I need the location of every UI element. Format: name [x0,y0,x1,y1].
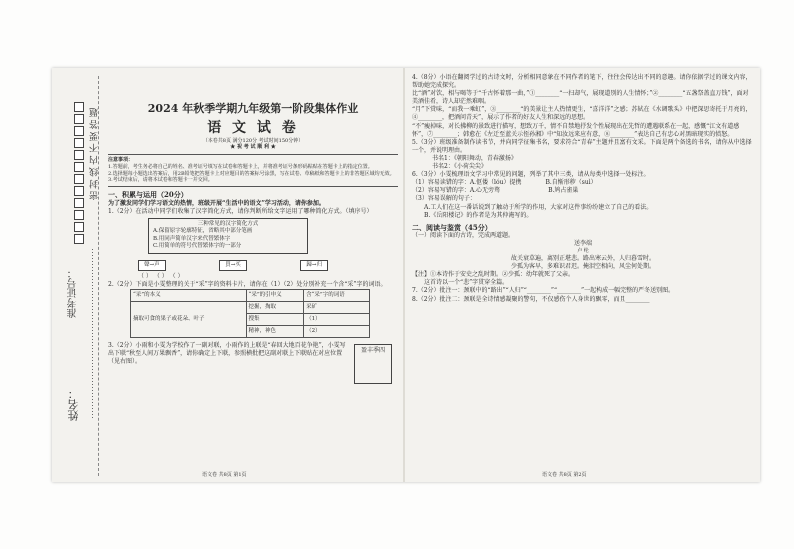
question-7: 7.（2分）批注一：颈联中的“路出”“人归”“________”“________”一起构成一幅完整的严冬送别图。 [412,287,675,295]
dotted-seal: ⋯⋯⋯⋯⋯⋯⋯⋯⋯⋯⋯⋯⋯⋯⋯⋯⋯⋯⋯ [88,248,98,419]
notice-2: 2.选择题每小题选出答案后，用2B铅笔把答题卡上对应题目的答案标号涂黑，写在试卷、草稿纸和答题卡上的非答题区域均无效。 [108,170,395,177]
cai-table [130,289,370,338]
section-1-heading: 一、积累与运用（20分） [108,190,188,200]
name-label: 姓名： [67,388,80,421]
frame-title: 三种常见的汉字简化方式 [197,220,259,227]
seat-number-label: 准考证号： [68,268,79,318]
question-8: 8.（2分）批注二：颈联是全诗情感凝聚的警句，不仅感伤个人身世的飘零，而且________ [412,295,650,303]
poem-line-1: 故关衰草遍，离别正堪悲。路出寒云外，人归暮雪时。 [510,255,655,263]
notice-title: 注意事项： [108,157,134,164]
page-1-footer: 语文卷 共8页 第1页 [202,472,247,478]
exam-subtitle: 语 文 试 卷 [207,119,299,136]
good-luck: ★ 祝 考 试 顺 利 ★ [230,144,276,151]
section-1-intro: 为了激发同学们学习语文的热情，班级开展“生活中的语文”学习活动，请你参加。 [108,199,325,207]
th-original: “采”的本义 [131,290,247,302]
poem-line-2: 少孤为客早，多难识君迟。掩泪空相向，风尘何处期。 [510,263,655,271]
notice-box [108,154,398,187]
character-gui: 歸→归 [300,260,328,271]
exam-meta: （本卷共8页 满分120分 考试时间150分钟） [202,137,304,144]
q6-option-b: B.《岳阳楼记》的作者是为其仲淹写的。 [424,211,533,219]
page-2 [412,74,754,304]
seat-number-boxes[interactable] [74,102,84,246]
extended-3: 精神，神色 [246,326,304,338]
character-sheng: 聲→声 [138,260,166,271]
extended-2: 搜集 [246,314,304,326]
original-meaning: 摘取可食的果子或花朵、叶子 [131,302,247,338]
book-name-1: 书名1：《朝阳舞动，青春激扬》 [432,154,517,162]
poem-author: 卢 纶 [577,248,589,255]
q6-row-1: （1）容易读错的字：A.伛偻（lóu）提携 B.自惭形秽（suì） [412,179,597,187]
question-3: 3.（2分）小雨和小雯为学校作了一副对联，小雨作的上联是“春回大地百花争艳”，小雯写出下联“秋至人间万果飘香”，请你确定上下联，参照横批把这副对联上下联贴在对应位置（见右图）。 [108,342,346,366]
th-extended: “采”的引申义 [246,290,304,302]
question-1: 1.（2分）在活动中同学们收集了汉字简化方式，请你判断所给文字运用了哪种简化方式。（填序号） [108,207,373,215]
frame-option-c: C.用简单的符号代替繁体字的一部分 [153,243,242,250]
character-mai: 買→买 [219,260,247,271]
character-row [138,260,328,271]
seal-dotted-line [98,76,99,476]
q6-option-a: A.工人们在这一番话说到了触动于所学的作用，大家对这件事纷纷建立了自己的看法。 [424,203,653,211]
q4-line-3: “不”瘦掉味，对长拂柳的景致进行描写，想致万千，情不自禁地抒发个性展现出在先哲的遭遇联系在一起，感慨“江文有道感怀”，⑦________；韩愈在《左迁至蓝关示侄孙湘》中“知汝远来应有意，⑧________”表达自己有忠心对黑暗现实的愤怒。 [412,122,740,138]
q6-row-3: （3）容易误解的句子： [412,195,476,203]
blank-1[interactable]: （1） [304,314,370,326]
exam-title: 2024 年秋季学期九年级第一阶段集体作业 [147,102,359,115]
poem-title: 送李端 [573,240,592,248]
q4-line-1: 比“酒”对饮，相与喝等于“千古怀着那一曲，”①________“一扫却气，展现道别的人生情怀；”②________“五盏祭盖直万钱”，面对美酒佳肴，诗人却茫然难咽。 [412,90,749,106]
page-1 [108,74,398,386]
question-2: 2.（2分）下面是小雯整理的关于“采”字的资料卡片，请你在（1）（2）处分别补充一个含“采”字的词语。 [108,281,387,289]
seal-line-text: 密 封 线 内 不 要 答 题 [90,108,100,201]
question-4: 4.（8分）小语在翻阅学过的古诗文时，分析相同意象在不同作者的笔下，往往会传达出不同的意趣。请你依据学过的课文内容，帮助她完成探究。 [412,74,752,90]
section-2-heading: 二、阅读与鉴赏（45分） [412,222,492,232]
couplet-card: 盈丰季四 [354,344,392,384]
notice-3: 3.考试结束后，请将本试卷和答题卡一并交回。 [108,177,213,184]
fold-line [403,68,405,482]
reading-intro: （一）阅读下面的古诗，完成两道题。 [412,232,515,240]
simplification-frame [148,218,308,254]
poem-note: 【注】①本诗作于安史之乱时期。②少孤：幼年就死了父亲。 [412,271,575,279]
binding-stub [52,68,102,482]
answer-blanks[interactable]: （ ） （ ） （ ） [138,272,184,280]
q4-line-2: “月”下赏味，“而我一乘虹”，③________“的美景让主人热情更生，“喜洋洋”之感；苏轼在《水调歌头》中把深思寄托于月亮的，④________，把酒问青天”，展示了作者的好友人生和深远的思想。 [412,106,752,122]
page-2-footer: 语文卷 共8页 第2页 [542,472,587,478]
word-1: 采矿 [304,302,370,314]
blank-2[interactable]: （2） [304,326,370,338]
exam-sheet [52,68,760,482]
book-name-2: 书名2：《小荷尖尖》 [432,163,487,171]
poem-comment: 这首诗以一个“悲”字贯穿全篇。 [424,279,509,287]
question-5: 5.（3分）班级准备制作读书节，并向同学征集书名，要求符合“青春”主题并且富有文采。下面是两个备选的书名，请你从中选择一个，并说明理由。 [412,138,752,154]
notice-1: 1.答题前，考生务必将自己的姓名、准考证号填写在试卷和答题卡上，并将准考证号条形码粘贴在答题卡上的指定位置。 [108,163,373,170]
th-words: 含“采”字的词语 [304,290,370,302]
q6-row-2: （2）容易写错的字：A.心无旁骛 B.鸠占雀巢 [412,187,579,195]
frame-option-a: A.保留原字轮廓特征，省略其中部分笔画 [153,228,253,235]
extended-1: 挖掘，掏取 [246,302,304,314]
question-6: 6.（3分）小雯梳理语文学习中常见的问题，列举了其中三类，请从每类中选择一处标注。 [412,171,650,179]
frame-option-b: B.用同声简单汉字来代替繁体字 [153,235,231,242]
